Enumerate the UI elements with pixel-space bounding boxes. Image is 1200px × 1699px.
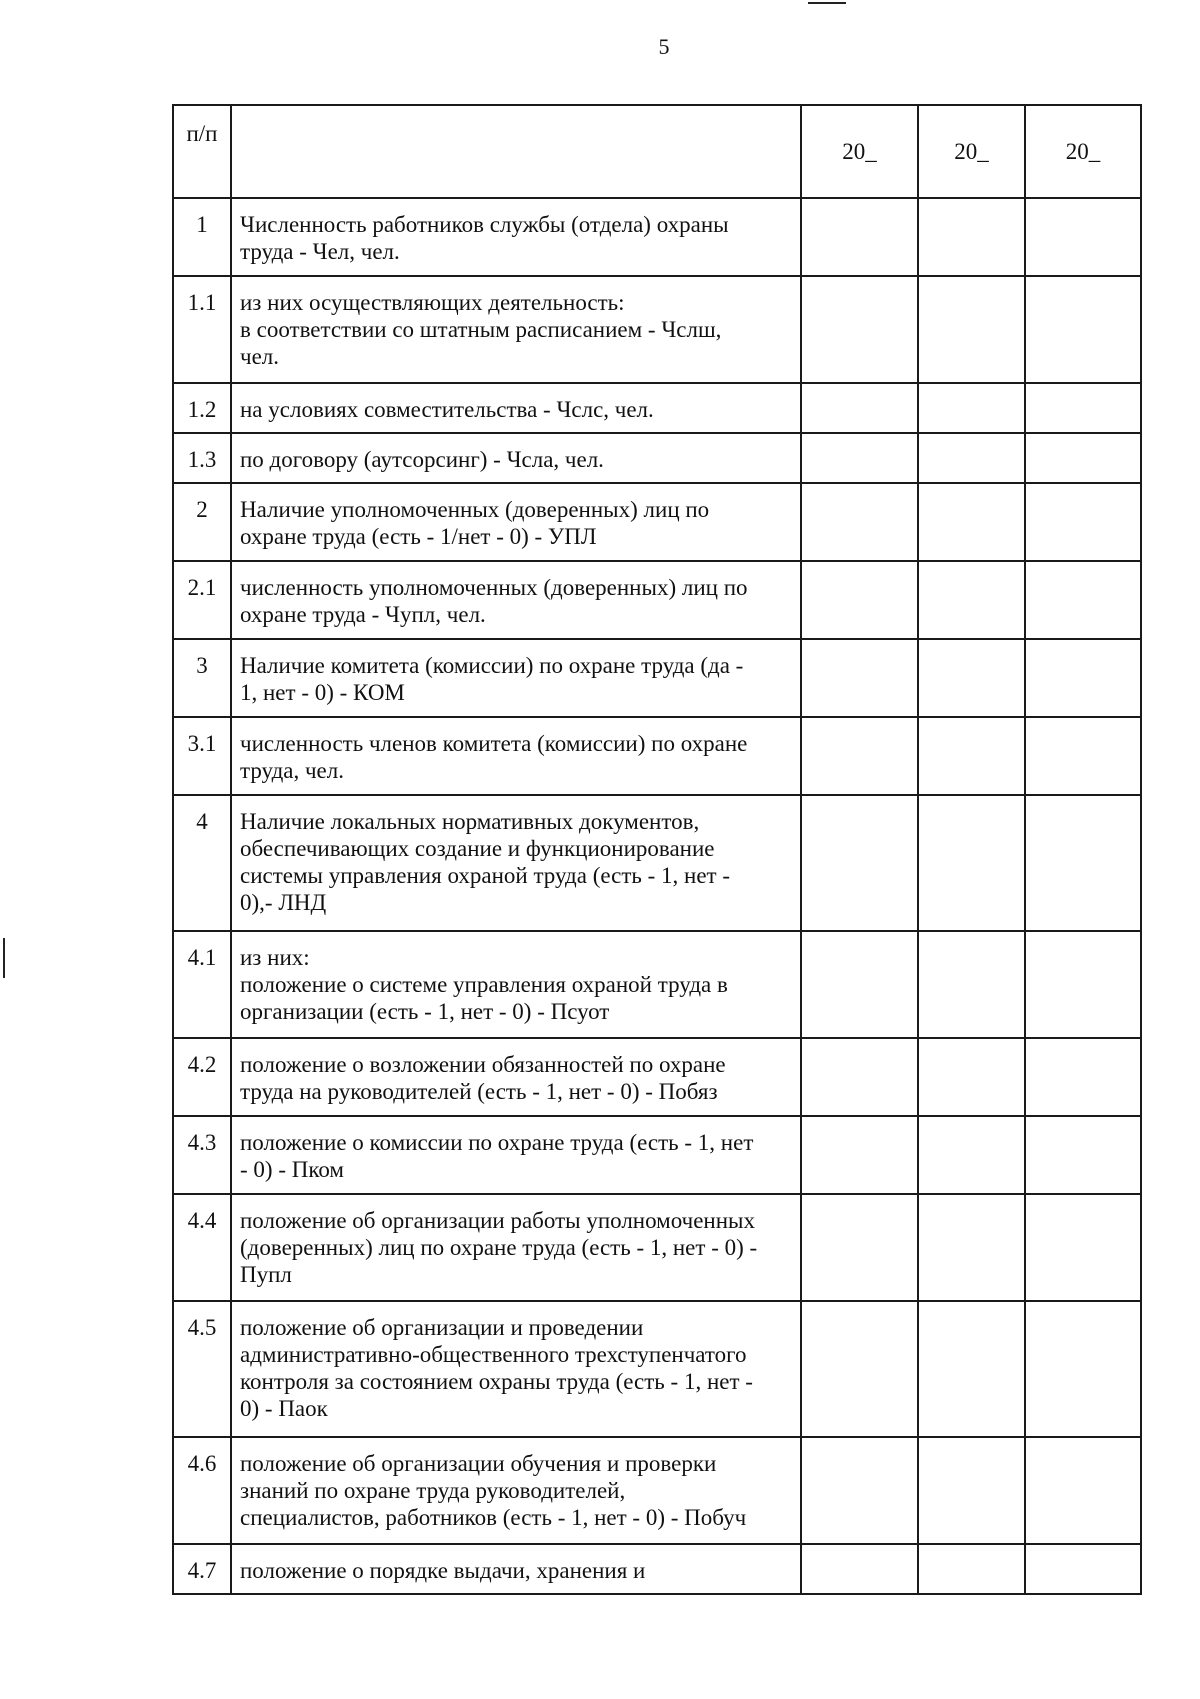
table-row — [173, 1544, 1141, 1594]
row-number: 4 — [173, 795, 231, 931]
year-value-cell-3 — [1025, 1116, 1141, 1194]
table-row — [173, 1301, 1141, 1437]
row-description — [231, 276, 801, 383]
indicators-table — [172, 104, 1142, 1595]
row-description-line: административно-общественного трехступенчатого — [240, 1342, 747, 1367]
year-value-cell-3 — [1025, 1194, 1141, 1301]
row-description — [231, 795, 801, 931]
page-number: 5 — [658, 34, 670, 59]
table-row — [173, 717, 1141, 795]
row-description — [231, 198, 801, 276]
row-description-line: Пупл — [240, 1262, 292, 1287]
header-year-1: 20_ — [801, 105, 918, 198]
table-row — [173, 795, 1141, 931]
year-value-cell-2 — [918, 483, 1025, 561]
year-value-cell-1 — [801, 276, 918, 383]
row-description — [231, 1544, 801, 1594]
row-description-line: Наличие уполномоченных (доверенных) лиц по — [240, 497, 710, 522]
row-description-line: Численность работников службы (отдела) охраны — [240, 212, 729, 237]
year-value-cell-3 — [1025, 383, 1141, 433]
row-number: 1.3 — [173, 433, 231, 483]
year-value-cell-1 — [801, 1194, 918, 1301]
year-value-cell-3 — [1025, 1437, 1141, 1544]
year-value-cell-3 — [1025, 483, 1141, 561]
year-value-cell-2 — [918, 931, 1025, 1038]
year-value-cell-1 — [801, 1544, 918, 1594]
year-value-cell-2 — [918, 717, 1025, 795]
year-value-cell-2 — [918, 795, 1025, 931]
row-description — [231, 1437, 801, 1544]
header-description-cell — [231, 105, 801, 198]
row-number: 4.4 — [173, 1194, 231, 1301]
row-description-line: положение об организации обучения и проверки — [240, 1451, 717, 1476]
left-edge-mark — [3, 938, 5, 978]
year-value-cell-1 — [801, 1437, 918, 1544]
row-description-line: положение о порядке выдачи, хранения и — [240, 1558, 646, 1583]
row-description-line: из них осуществляющих деятельность: — [240, 290, 625, 315]
year-value-cell-2 — [918, 639, 1025, 717]
row-description-line: в соответствии со штатным расписанием - Чслш, — [240, 317, 722, 342]
row-description-line: положение о системе управления охраной труда в — [240, 972, 728, 997]
row-description-line: положение о возложении обязанностей по охране — [240, 1052, 726, 1077]
row-number: 4.5 — [173, 1301, 231, 1437]
row-number: 1 — [173, 198, 231, 276]
row-description-line: труда, чел. — [240, 758, 344, 783]
table-row — [173, 561, 1141, 639]
year-value-cell-1 — [801, 198, 918, 276]
table-row — [173, 383, 1141, 433]
row-description-line: труда на руководителей (есть - 1, нет - 0) - Побяз — [240, 1079, 718, 1104]
year-value-cell-2 — [918, 198, 1025, 276]
row-description — [231, 383, 801, 433]
header-year-2: 20_ — [918, 105, 1025, 198]
header-num-label: п/п — [173, 105, 231, 198]
table-row — [173, 931, 1141, 1038]
row-number: 4.7 — [173, 1544, 231, 1594]
row-number: 4.1 — [173, 931, 231, 1038]
year-value-cell-3 — [1025, 795, 1141, 931]
row-description-line: Наличие комитета (комиссии) по охране труда (да - — [240, 653, 744, 678]
row-description-line: труда - Чел, чел. — [240, 239, 400, 264]
row-description-line: (доверенных) лиц по охране труда (есть - 1, нет - 0) - — [240, 1235, 758, 1260]
year-value-cell-1 — [801, 639, 918, 717]
top-edge-mark — [808, 2, 846, 4]
row-description — [231, 639, 801, 717]
year-value-cell-3 — [1025, 198, 1141, 276]
row-description-line: охране труда (есть - 1/нет - 0) - УПЛ — [240, 524, 597, 549]
header-year-3: 20_ — [1025, 105, 1141, 198]
row-description-line: Наличие локальных нормативных документов, — [240, 809, 700, 834]
year-value-cell-3 — [1025, 433, 1141, 483]
row-description — [231, 931, 801, 1038]
year-value-cell-2 — [918, 1038, 1025, 1116]
row-number: 4.2 — [173, 1038, 231, 1116]
row-description-line: положение об организации работы уполномоченных — [240, 1208, 755, 1233]
row-number: 3 — [173, 639, 231, 717]
year-value-cell-3 — [1025, 931, 1141, 1038]
year-value-cell-3 — [1025, 276, 1141, 383]
row-description-line: из них: — [240, 945, 310, 970]
row-description-line: 0),- ЛНД — [240, 890, 327, 915]
table-row — [173, 1194, 1141, 1301]
row-description-line: по договору (аутсорсинг) - Чсла, чел. — [240, 447, 604, 472]
row-number: 2 — [173, 483, 231, 561]
row-description — [231, 1038, 801, 1116]
row-number: 4.6 — [173, 1437, 231, 1544]
year-value-cell-2 — [918, 1194, 1025, 1301]
table-row — [173, 276, 1141, 383]
year-value-cell-2 — [918, 433, 1025, 483]
row-description-line: 1, нет - 0) - КОМ — [240, 680, 405, 705]
year-value-cell-1 — [801, 717, 918, 795]
year-value-cell-3 — [1025, 639, 1141, 717]
year-value-cell-1 — [801, 383, 918, 433]
year-value-cell-3 — [1025, 1301, 1141, 1437]
row-description-line: системы управления охраной труда (есть - 1, нет - — [240, 863, 731, 888]
row-description-line: - 0) - Пком — [240, 1157, 344, 1182]
table-header-row — [173, 105, 1141, 198]
year-value-cell-1 — [801, 1038, 918, 1116]
year-value-cell-2 — [918, 1544, 1025, 1594]
row-description-line: знаний по охране труда руководителей, — [240, 1478, 626, 1503]
row-description-line: 0) - Паок — [240, 1396, 328, 1421]
row-description — [231, 561, 801, 639]
row-description-line: положение об организации и проведении — [240, 1315, 644, 1340]
year-value-cell-1 — [801, 433, 918, 483]
row-description-line: чел. — [240, 344, 280, 369]
row-description — [231, 1301, 801, 1437]
year-value-cell-3 — [1025, 1038, 1141, 1116]
row-description-line: организации (есть - 1, нет - 0) - Псуот — [240, 999, 610, 1024]
row-description-line: охране труда - Чупл, чел. — [240, 602, 486, 627]
year-value-cell-3 — [1025, 561, 1141, 639]
year-value-cell-3 — [1025, 717, 1141, 795]
row-description — [231, 1194, 801, 1301]
table-row — [173, 433, 1141, 483]
row-number: 2.1 — [173, 561, 231, 639]
year-value-cell-2 — [918, 276, 1025, 383]
row-number: 4.3 — [173, 1116, 231, 1194]
year-value-cell-1 — [801, 1301, 918, 1437]
table-row — [173, 1038, 1141, 1116]
table-row — [173, 1437, 1141, 1544]
row-description-line: специалистов, работников (есть - 1, нет - 0) - Побуч — [240, 1505, 747, 1530]
row-description-line: контроля за состоянием охраны труда (есть - 1, нет - — [240, 1369, 753, 1394]
year-value-cell-1 — [801, 561, 918, 639]
year-value-cell-1 — [801, 931, 918, 1038]
row-number: 3.1 — [173, 717, 231, 795]
row-description-line: численность членов комитета (комиссии) по охране — [240, 731, 748, 756]
year-value-cell-1 — [801, 795, 918, 931]
year-value-cell-3 — [1025, 1544, 1141, 1594]
year-value-cell-2 — [918, 1116, 1025, 1194]
table-row — [173, 639, 1141, 717]
table-row — [173, 483, 1141, 561]
row-description-line: на условиях совместительства - Чслс, чел. — [240, 397, 654, 422]
row-description — [231, 483, 801, 561]
year-value-cell-2 — [918, 1301, 1025, 1437]
row-description — [231, 1116, 801, 1194]
row-description-line: численность уполномоченных (доверенных) лиц по — [240, 575, 748, 600]
row-description-line: положение о комиссии по охране труда (есть - 1, нет — [240, 1130, 754, 1155]
year-value-cell-1 — [801, 1116, 918, 1194]
year-value-cell-1 — [801, 483, 918, 561]
row-description — [231, 433, 801, 483]
year-value-cell-2 — [918, 383, 1025, 433]
row-description-line: обеспечивающих создание и функционирование — [240, 836, 715, 861]
year-value-cell-2 — [918, 561, 1025, 639]
row-number: 1.2 — [173, 383, 231, 433]
row-description — [231, 717, 801, 795]
table-row — [173, 1116, 1141, 1194]
year-value-cell-2 — [918, 1437, 1025, 1544]
table-row — [173, 198, 1141, 276]
row-number: 1.1 — [173, 276, 231, 383]
